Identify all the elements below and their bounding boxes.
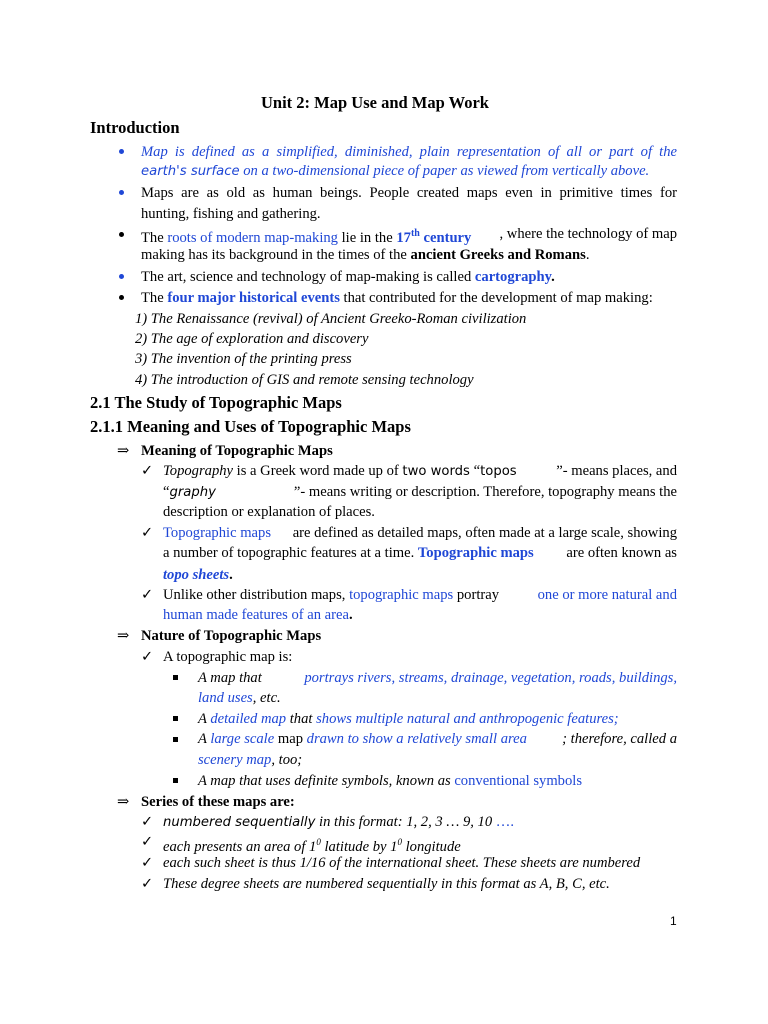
series-check-4: These degree sheets are numbered sequentially in this format as A, B, C, etc. — [163, 876, 610, 892]
checkmark-icon: ✓ — [141, 814, 154, 830]
square-bullet-icon — [173, 675, 178, 680]
event-item: 3) The invention of the printing press — [135, 351, 352, 367]
intro-bullet-1-line-1: Map is defined as a simplified, diminished, plain representation of all or part of the — [141, 144, 677, 160]
series-check-2 — [163, 833, 461, 856]
series-heading: Series of these maps are: — [141, 794, 295, 810]
graphy-text: graphy — [169, 485, 216, 500]
section-heading-2-1: 2.1 The Study of Topographic Maps — [90, 393, 342, 412]
shows-multiple-text: shows multiple natural and anthropogenic features; — [316, 711, 619, 727]
meaning-heading: Meaning of Topographic Maps — [141, 443, 333, 459]
text: . — [229, 567, 233, 583]
text: A map that uses definite symbols, known as — [198, 773, 455, 789]
event-item: 4) The introduction of GIS and remote sensing technology — [135, 372, 474, 388]
page-number: 1 — [670, 914, 677, 928]
text: each presents an area of 1 — [163, 838, 317, 855]
meaning-check-2-line-1 — [163, 524, 677, 542]
meaning-check-1-line-2 — [163, 483, 677, 502]
text: The art, science and technology of map-making is called — [141, 269, 475, 285]
nature-check-1: A topographic map is: — [163, 649, 293, 665]
checkmark-icon: ✓ — [141, 855, 154, 871]
bullet-icon — [119, 149, 124, 154]
event-item: 2) The age of exploration and discovery — [135, 331, 369, 347]
text: portray — [453, 587, 500, 603]
ancient-text: ancient Greeks and Romans — [410, 247, 586, 263]
text: is a Greek word made up of — [233, 463, 403, 479]
century-suffix: th — [410, 228, 420, 239]
text: are defined as detailed maps, often made at a large scale, showing — [292, 525, 677, 541]
intro-bullet-5 — [141, 289, 653, 307]
text: The — [141, 290, 168, 306]
text: A map that — [198, 670, 262, 686]
text: A — [198, 731, 211, 747]
series-check-3: each such sheet is thus 1/16 of the international sheet. These sheets are numbered — [163, 855, 641, 871]
checkmark-icon: ✓ — [141, 587, 154, 603]
meaning-check-1-line-1 — [163, 462, 677, 481]
bullet-icon — [119, 232, 124, 237]
four-events-text: four major historical events — [167, 290, 340, 306]
text: that — [286, 711, 317, 727]
checkmark-icon: ✓ — [141, 525, 154, 541]
portrays-text: portrays rivers, streams, drainage, vegetation, roads, buildings, — [304, 670, 677, 686]
text: ; therefore, called a — [562, 731, 677, 747]
cartography-text: cartography — [474, 269, 552, 285]
text: longitude — [401, 838, 461, 855]
text: , etc. — [252, 690, 281, 706]
century-text: century — [419, 229, 472, 246]
topographic-maps-text: Topographic maps — [163, 525, 271, 541]
nature-item-3-line-1 — [198, 730, 677, 748]
double-arrow-icon: ⇒ — [117, 794, 130, 810]
square-bullet-icon — [173, 778, 178, 783]
text: . — [585, 247, 590, 263]
intro-bullet-1-line-2 — [141, 162, 649, 181]
meaning-check-3-line-2 — [163, 606, 353, 624]
numbered-text: numbered sequentially — [163, 815, 316, 830]
nature-item-2 — [198, 710, 619, 728]
text: , where the technology of map — [499, 226, 677, 242]
human-made-text: human made features of an area — [163, 607, 349, 623]
square-bullet-icon — [173, 737, 178, 742]
roots-text: roots of modern map-making — [167, 229, 338, 246]
nature-heading: Nature of Topographic Maps — [141, 628, 322, 644]
scenery-map-text: scenery map — [198, 752, 272, 768]
text: map — [274, 731, 307, 747]
text: lie in the — [337, 229, 397, 246]
intro-heading: Introduction — [90, 118, 180, 137]
checkmark-icon: ✓ — [141, 876, 154, 892]
topographic-maps-text: topographic maps — [349, 587, 454, 603]
intro-bullet-3-line-2 — [141, 246, 589, 264]
detailed-map-text: detailed map — [210, 711, 287, 727]
text: a number of topographic features at a time. — [163, 545, 418, 561]
event-item: 1) The Renaissance (revival) of Ancient Greeko-Roman civilization — [135, 311, 527, 327]
bullet-icon — [119, 295, 124, 300]
nature-item-1-line-2 — [198, 689, 281, 707]
checkmark-icon: ✓ — [141, 834, 154, 850]
double-arrow-icon: ⇒ — [117, 628, 130, 644]
two-words-text: two words — [402, 464, 470, 479]
degree-sup: 0 — [316, 837, 321, 847]
meaning-check-2-line-3 — [163, 566, 233, 584]
text: . — [551, 269, 555, 285]
text: . — [348, 607, 353, 623]
land-uses-text: land uses — [198, 690, 253, 706]
topos-text: topos — [480, 464, 517, 479]
text: making has its background in the times of the — [141, 247, 411, 263]
text: , too; — [271, 752, 303, 768]
topo-sheets-text: topo sheets — [163, 567, 230, 583]
conventional-symbols-text: conventional symbols — [454, 773, 583, 789]
section-heading-2-1-1: 2.1.1 Meaning and Uses of Topographic Maps — [90, 417, 411, 436]
bullet-icon — [119, 274, 124, 279]
square-bullet-icon — [173, 716, 178, 721]
nature-item-3-line-2 — [198, 751, 302, 769]
text: ”- means places, and — [556, 463, 677, 479]
drawn-text: drawn to show a relatively small area — [306, 731, 527, 747]
text: “ — [163, 484, 170, 500]
text: The — [141, 229, 168, 246]
intro-bullet-1-rest: on a two-dimensional piece of paper as viewed from vertically above. — [239, 163, 650, 179]
meaning-check-3-line-1 — [163, 586, 677, 604]
checkmark-icon: ✓ — [141, 649, 154, 665]
meaning-check-1-line-3: description or explanation of places. — [163, 504, 375, 520]
intro-bullet-3-line-1 — [141, 225, 677, 247]
text: “ — [469, 463, 481, 479]
checkmark-icon: ✓ — [141, 463, 154, 479]
nature-item-4 — [198, 772, 582, 790]
text: that contributed for the development of map making: — [339, 290, 653, 306]
text: Unlike other distribution maps, — [163, 587, 350, 603]
ellipsis-text: …. — [495, 814, 515, 830]
meaning-check-2-line-2 — [163, 544, 677, 562]
intro-bullet-2-line-1: Maps are as old as human beings. People created maps even in primitive times for — [141, 185, 677, 201]
text: A — [198, 711, 211, 727]
topographic-maps-bold: Topographic maps — [417, 545, 534, 561]
earth-surface-text: earth's surface — [141, 164, 240, 179]
degree-sup: 0 — [397, 837, 402, 847]
large-scale-text: large scale — [210, 731, 275, 747]
intro-bullet-4 — [141, 268, 555, 286]
century-number: 17 — [396, 229, 411, 246]
bullet-icon — [119, 190, 124, 195]
series-check-1 — [163, 813, 514, 832]
text: ”- means writing or description. Therefore, topography means the — [293, 484, 677, 500]
page-title: Unit 2: Map Use and Map Work — [261, 93, 489, 112]
text: latitude by 1 — [320, 838, 398, 855]
text: in this format: 1, 2, 3 … 9, 10 — [315, 814, 496, 830]
natural-features-text: one or more natural and — [537, 587, 677, 603]
nature-item-1-line-1 — [198, 669, 677, 687]
double-arrow-icon: ⇒ — [117, 443, 130, 459]
intro-bullet-2-line-2: hunting, fishing and gathering. — [141, 206, 321, 222]
text: are often known as — [566, 545, 677, 561]
topography-word: Topography — [163, 463, 234, 479]
